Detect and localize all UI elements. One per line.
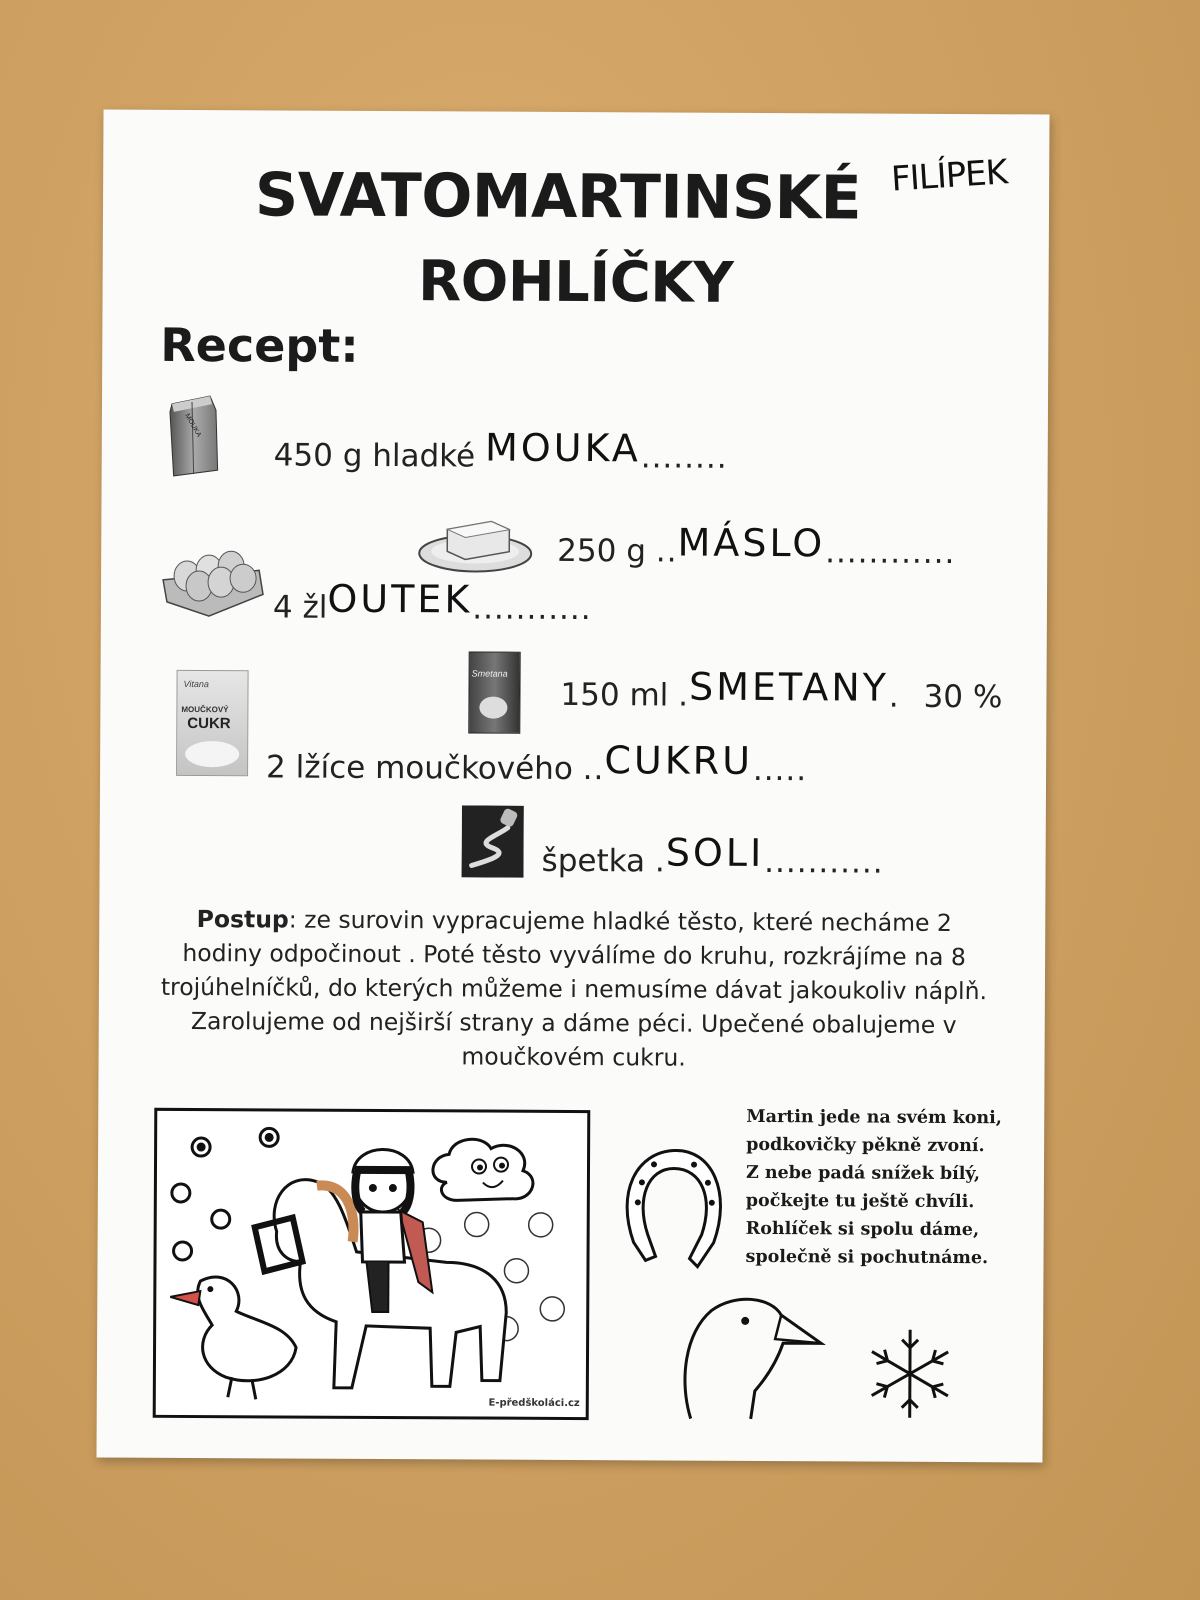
flour-label: MOUKA	[183, 412, 203, 439]
flower-doodles	[172, 1128, 279, 1261]
procedure-label: Postup	[196, 905, 289, 934]
goose-head-drawing	[671, 1281, 832, 1422]
handwritten-answer: OUTEK	[327, 576, 473, 622]
ingredient-line-sugar	[265, 738, 808, 789]
title-line-1: SVATOMARTINSKÉ	[254, 160, 862, 234]
ingredient-line-salt	[541, 830, 884, 882]
salt-icon	[462, 805, 524, 877]
ingredient-line-cream	[560, 664, 1003, 716]
ingredient-line-flour	[273, 425, 728, 476]
powdered-sugar-icon	[176, 670, 249, 776]
cream-carton-icon	[468, 651, 520, 733]
snowflake-icon	[861, 1324, 960, 1425]
poem-line: počkejte tu ještě chvíli.	[745, 1190, 975, 1213]
duck	[197, 1277, 296, 1381]
handwritten-author-name: FILÍPEK	[890, 152, 1009, 200]
sugar-label-1: MOUČKOVÝ	[181, 704, 229, 715]
ingredient-text: 250 g	[557, 532, 647, 570]
ingredient-line-eggs	[272, 576, 592, 628]
fill-dots: ..	[582, 751, 605, 788]
fill-dots: ..	[655, 533, 678, 570]
sugar-label-2: CUKR	[187, 714, 231, 733]
duck-beak	[170, 1291, 200, 1305]
fill-dots: ........	[640, 439, 728, 476]
handwritten-answer: SMETANY	[688, 664, 890, 710]
fill-dots: ...........	[764, 844, 884, 881]
ingredient-text: 2 lžíce moučkového	[265, 749, 573, 787]
poem-line: Z nebe padá snížek bílý,	[745, 1162, 981, 1185]
handwritten-answer: SOLI	[665, 830, 765, 876]
horseshoe-icon	[615, 1132, 732, 1273]
fill-dots: ...........	[472, 590, 592, 628]
recipe-sheet	[96, 110, 1049, 1463]
poem-line: Martin jede na svém koni,	[746, 1106, 1002, 1129]
saint-martin-poem	[745, 1103, 1006, 1272]
procedure-body: : ze surovin vypracujeme hladké těsto, které necháme 2 hodiny odpočinout . Poté těsto vyválíme do kruhu, rozkrájíme na 8 trojúhelníčků, do kterých můžeme i nemusíme dávat jakoukoliv náplň. Zarolujeme od nejširší strany a dáme péci. Upečené obalujeme v moučkovém cukru.	[160, 905, 988, 1072]
title-line-2: ROHLÍČKY	[417, 249, 734, 316]
fill-dots: .	[654, 843, 666, 880]
cream-label: Smetana	[471, 668, 508, 679]
fill-dots: .....	[752, 751, 808, 789]
handwritten-answer: MÁSLO	[677, 520, 826, 566]
poem-line: podkovičky pěkně zvoní.	[746, 1134, 985, 1157]
illustration-logo: E-předškoláci.cz	[488, 1397, 580, 1410]
ingredient-line-butter	[557, 520, 956, 572]
procedure-text	[158, 902, 989, 1076]
handwritten-answer: MOUKA	[484, 425, 641, 471]
recipe-heading: Recept:	[160, 317, 359, 373]
ingredient-text: 4 žl	[272, 589, 328, 626]
ingredient-text: 450 g hladké	[273, 437, 476, 475]
saint-martin-horse-drawing	[156, 1111, 588, 1417]
butter-dish-icon	[417, 509, 533, 576]
sugar-brand: Vitana	[183, 678, 209, 690]
cream-percentage: 30 %	[923, 678, 1003, 716]
ingredient-text: 150 ml	[560, 676, 669, 714]
poem-line: Rohlíček si spolu dáme,	[745, 1218, 980, 1241]
fill-dots: .	[888, 678, 900, 715]
cloud-face	[433, 1139, 533, 1201]
poem-line: společně si pochutnáme.	[745, 1246, 989, 1269]
coloring-illustration	[153, 1108, 591, 1420]
ingredient-text: špetka	[541, 842, 646, 880]
egg-carton-icon	[159, 542, 267, 621]
fill-dots: ............	[825, 534, 956, 571]
fill-dots: .	[678, 677, 690, 714]
handwritten-answer: CUKRU	[604, 738, 754, 783]
